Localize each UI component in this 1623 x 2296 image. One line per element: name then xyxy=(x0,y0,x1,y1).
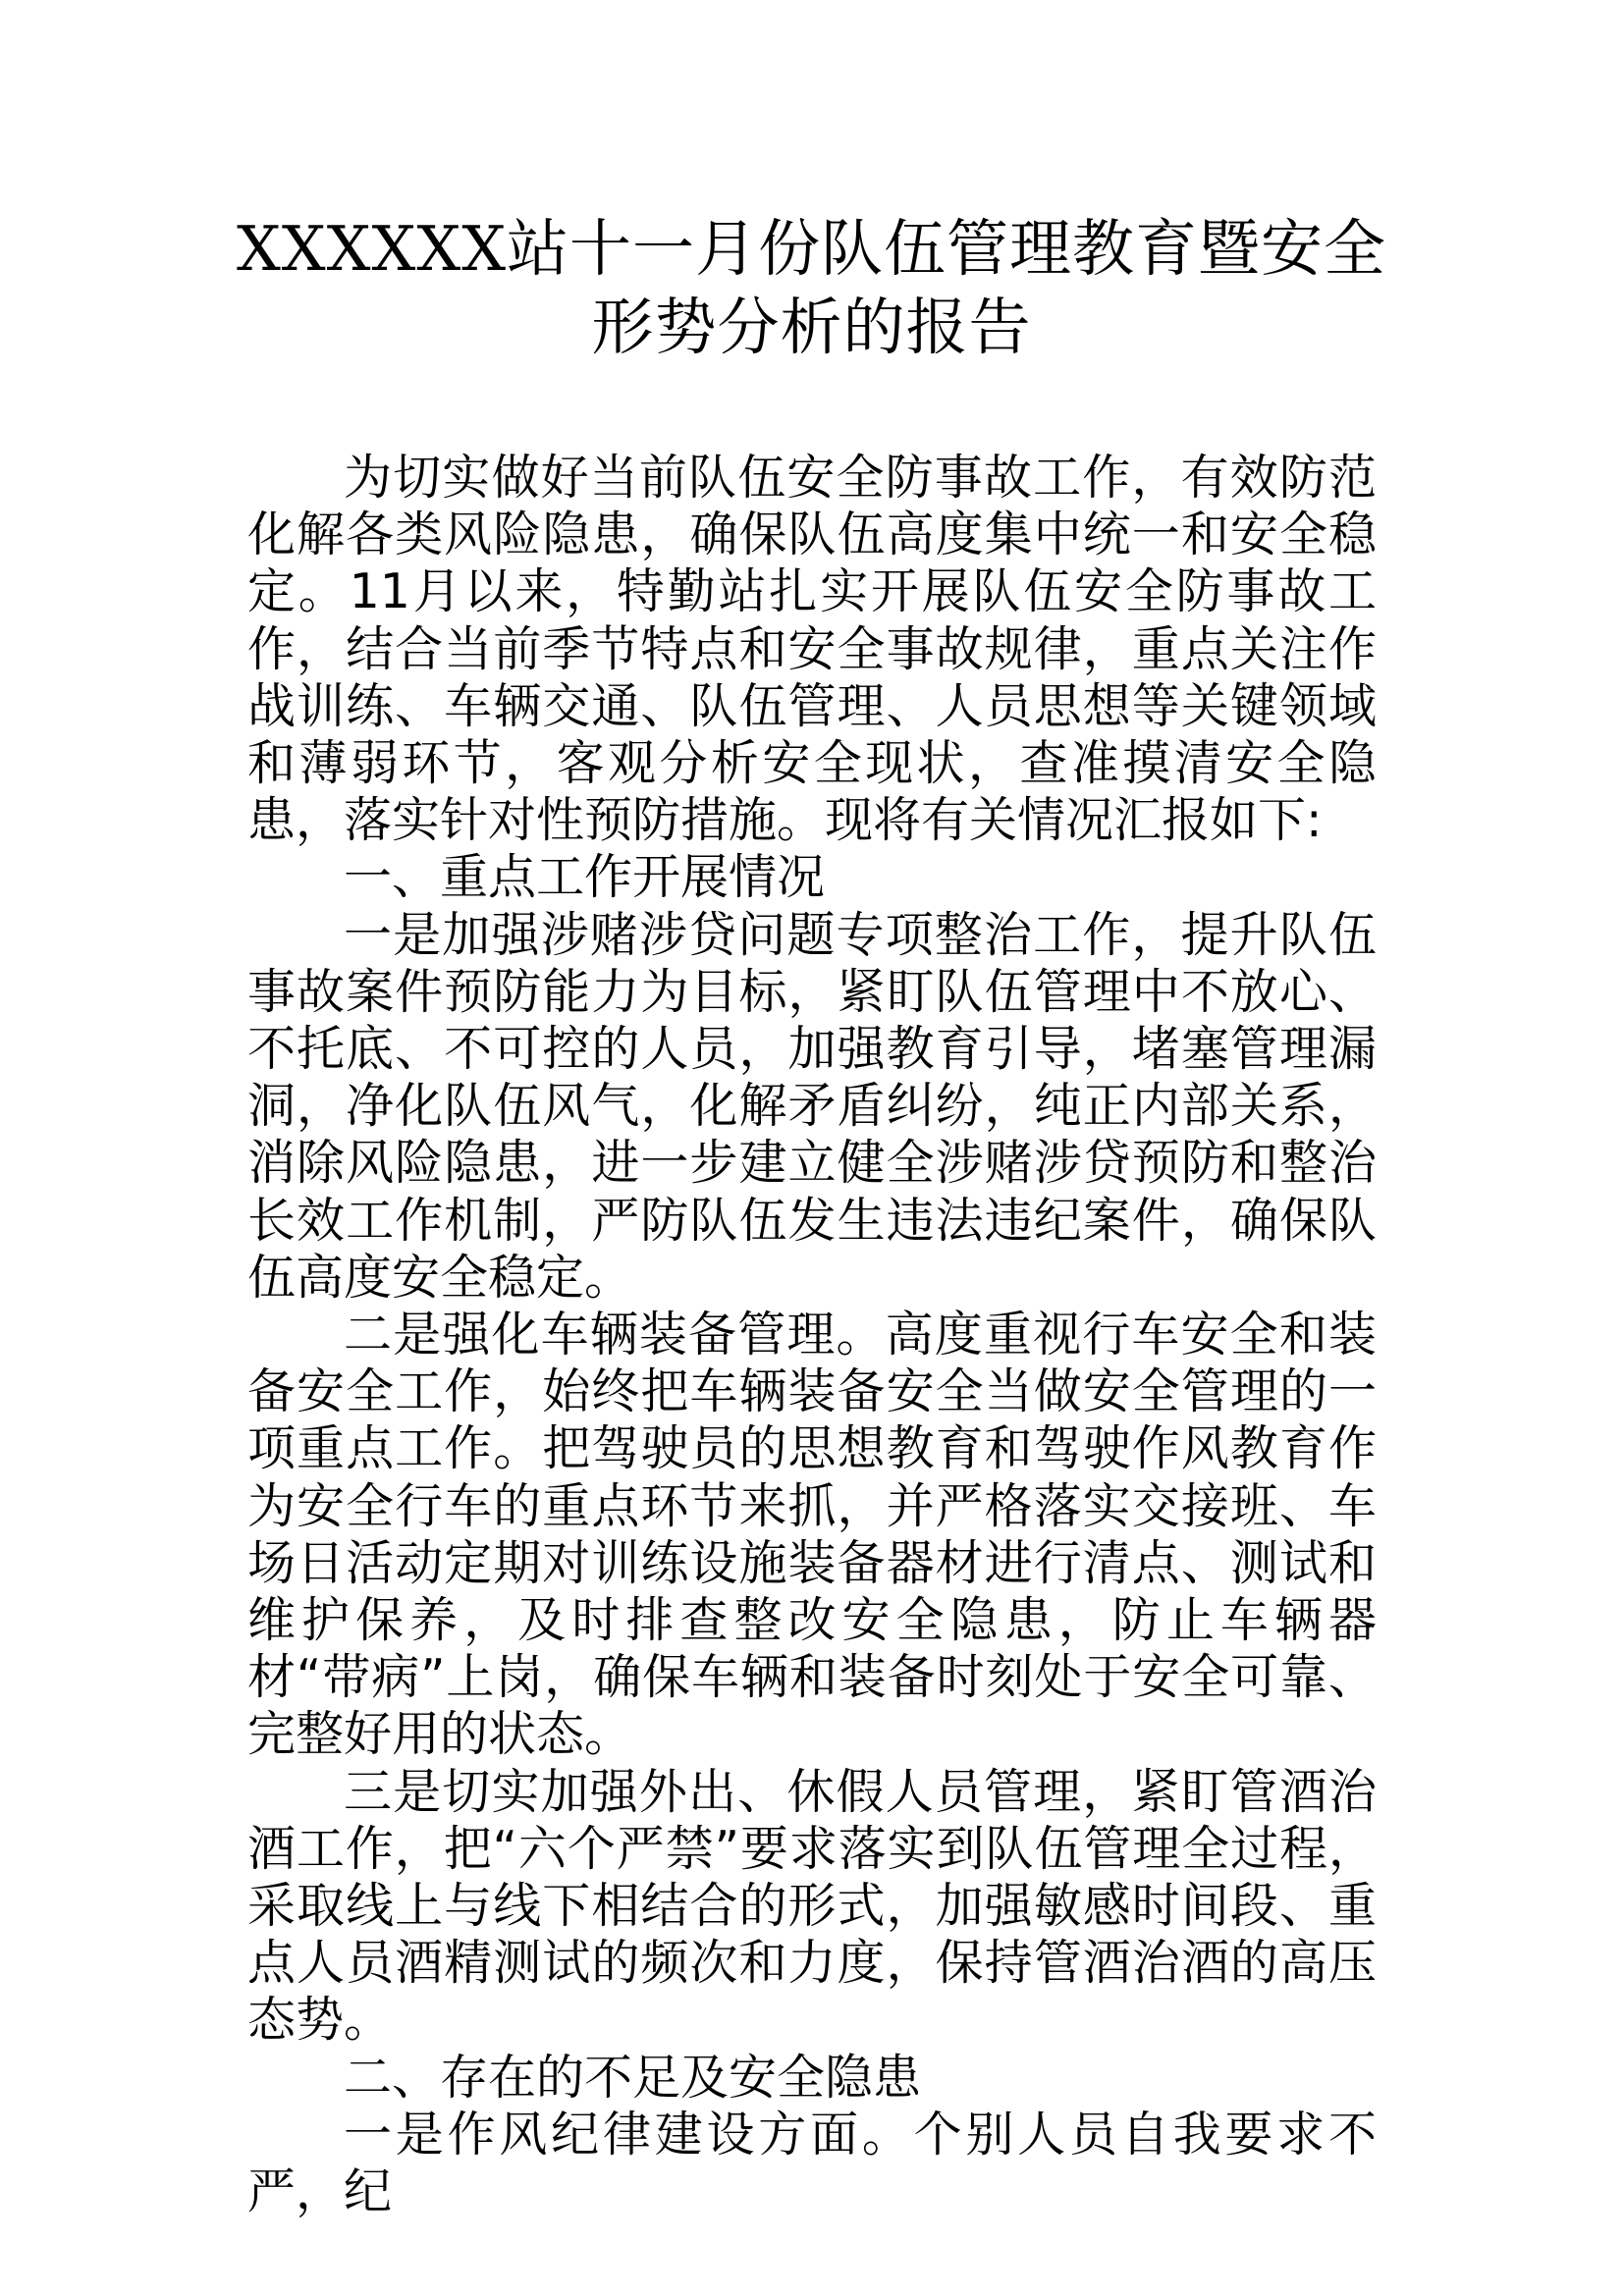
paragraph-item-2: 二是强化车辆装备管理。高度重视行车安全和装备安全工作，始终把车辆装备安全当做安全管理的一项重点工作。把驾驶员的思想教育和驾驶作风教育作为安全行车的重点环节来抓，并严格落实交接班、车场日活动定期对训练设施装备器材进行清点、测试和维护保养，及时排查整改安全隐患，防止车辆器材“带病”上岗，确保车辆和装备时刻处于安全可靠、完整好用的状态。 xyxy=(247,1307,1377,1763)
title-line-1: XXXXXX站十一月份队伍管理教育暨安全 xyxy=(236,213,1387,285)
paragraph-item-3: 三是切实加强外出、休假人员管理，紧盯管酒治酒工作，把“六个严禁”要求落实到队伍管理全过程，采取线上与线下相结合的形式，加强敏感时间段、重点人员酒精测试的频次和力度，保持管酒治酒的高压态势。 xyxy=(247,1763,1377,2049)
document-body xyxy=(247,450,1377,2220)
paragraph-item-4: 一是作风纪律建设方面。个别人员自我要求不严，纪 xyxy=(247,2106,1377,2220)
document-title xyxy=(147,210,1476,367)
paragraph-item-1: 一是加强涉赌涉贷问题专项整治工作，提升队伍事故案件预防能力为目标，紧盯队伍管理中不放心、不托底、不可控的人员，加强教育引导，堵塞管理漏洞，净化队伍风气，化解矛盾纠纷，纯正内部关系，消除风险隐患，进一步建立健全涉赌涉贷预防和整治长效工作机制，严防队伍发生违法违纪案件，确保队伍高度安全稳定。 xyxy=(247,906,1377,1306)
title-line-2: 形势分析的报告 xyxy=(591,292,1032,363)
section-heading-1: 一、重点工作开展情况 xyxy=(344,849,826,906)
section-heading-2: 二、存在的不足及安全隐患 xyxy=(344,2049,922,2106)
paragraph-intro: 为切实做好当前队伍安全防事故工作，有效防范化解各类风险隐患，确保队伍高度集中统一和安全稳定。11月以来，特勤站扎实开展队伍安全防事故工作，结合当前季节特点和安全事故规律，重点关注作战训练、车辆交通、队伍管理、人员思想等关键领域和薄弱环节，客观分析安全现状，查准摸清安全隐患，落实针对性预防措施。现将有关情况汇报如下: xyxy=(247,450,1377,849)
